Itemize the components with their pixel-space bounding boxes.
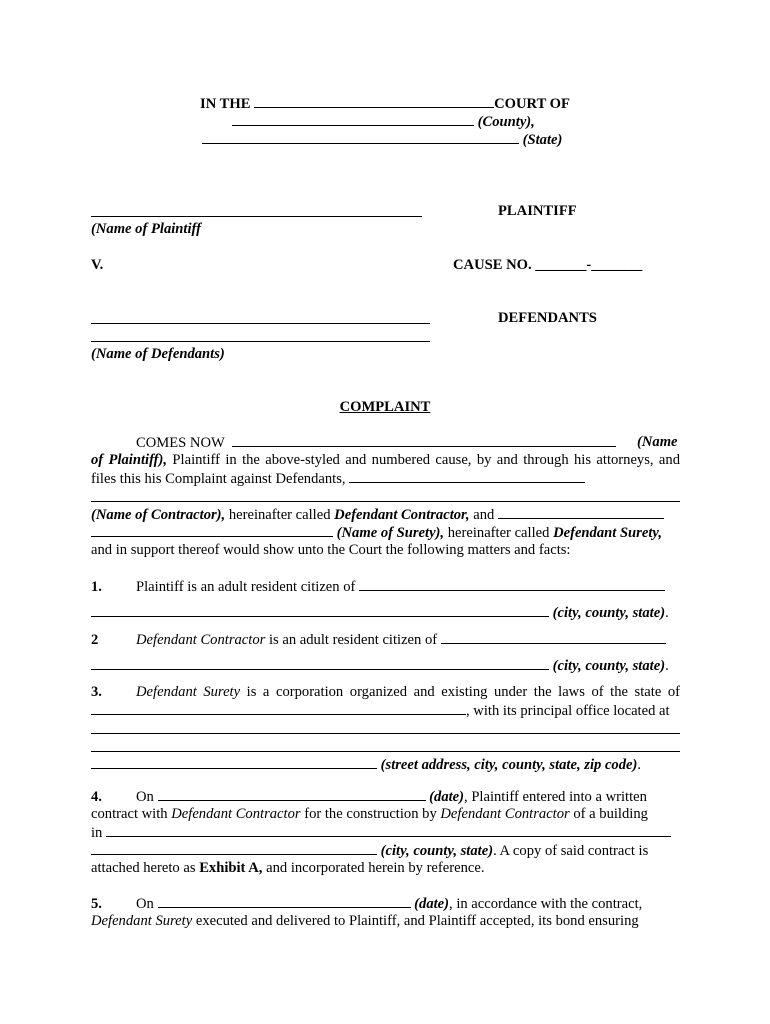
intro-paragraph: of Plaintiff), Plaintiff in the above-styled and numbered cause, by and through his attorneys, and files this his Complaint against Defendants, [91,452,680,487]
item-3-state-blank[interactable] [91,701,466,715]
item-5: 5. On (date), in accordance with the contract, [91,896,643,912]
intro-line-contractor: (Name of Contractor), hereinafter called Defendant Contractor, and [91,505,664,524]
defendants-blank[interactable] [349,469,585,483]
defendants-hint: (Name of Defendants) [91,346,225,362]
state-blank[interactable] [202,130,519,144]
item-4-line-2: contract with Defendant Contractor for the construction by Defendant Contractor of a building [91,806,648,822]
document-title: COMPLAINT [339,399,431,415]
plaintiff-name-line[interactable] [91,216,422,217]
item-4-line-5: attached hereto as Exhibit A, and incorporated herein by reference. [91,860,485,876]
item-1-location-blank[interactable] [91,603,549,617]
item-3-line-5: (street address, city, county, state, zip code). [91,755,641,774]
item-2-blank[interactable] [441,630,666,644]
intro-blank-line[interactable] [91,501,680,502]
item-1-blank[interactable] [359,577,665,591]
intro-name-hint: (Name [637,434,678,450]
item-4-location-blank[interactable] [91,841,377,855]
county-blank[interactable] [232,112,474,126]
plaintiff-hint: (Name of Plaintiff [91,221,201,237]
caption-state: (State) [202,130,562,149]
item-2: 2 Defendant Contractor is an adult resident citizen of [91,630,666,649]
defendant-name-line-2[interactable] [91,341,430,342]
item-3-address-line-2[interactable] [91,751,680,752]
defendant-name-line-1[interactable] [91,323,430,324]
item-1-line-2: (city, county, state). [91,603,669,622]
item-4-in-blank[interactable] [106,823,671,837]
court-name-blank[interactable] [254,94,494,108]
intro-line-final: and in support thereof would show unto the Court the following matters and facts: [91,542,571,558]
item-1: 1. Plaintiff is an adult resident citizen of [91,577,665,596]
item-4: 4. On (date), Plaintiff entered into a written [91,789,647,805]
cause-number: CAUSE NO. _______-_______ [453,257,643,273]
item-5-line-2: Defendant Surety executed and delivered to Plaintiff, and Plaintiff accepted, its bond ensuring [91,913,639,929]
item-2-location-blank[interactable] [91,656,549,670]
item-3-address-blank[interactable] [91,755,377,769]
intro-line-surety: (Name of Surety), hereinafter called Defendant Surety, [91,523,662,542]
item-3-address-line-1[interactable] [91,733,680,734]
intro-line-1: COMES NOW [136,433,616,452]
item-4-date-blank[interactable] [158,787,426,801]
plaintiff-name-blank[interactable] [232,433,616,447]
item-3-line-2: , with its principal office located at [91,701,670,720]
defendants-label: DEFENDANTS [498,310,597,326]
surety-blank[interactable] [498,505,664,519]
item-4-line-3: in [91,823,671,842]
item-5-date-blank[interactable] [158,894,411,908]
item-2-line-2: (city, county, state). [91,656,669,675]
surety-name-blank[interactable] [91,523,333,537]
item-3: 3. Defendant Surety is a corporation organized and existing under the laws of the state of [91,684,681,700]
versus: V. [91,257,104,273]
caption-line-1: IN THE COURT OF [200,96,570,112]
caption-county: (County), [232,112,535,131]
item-4-line-4: (city, county, state). A copy of said contract is [91,841,648,860]
plaintiff-label: PLAINTIFF [498,203,577,219]
